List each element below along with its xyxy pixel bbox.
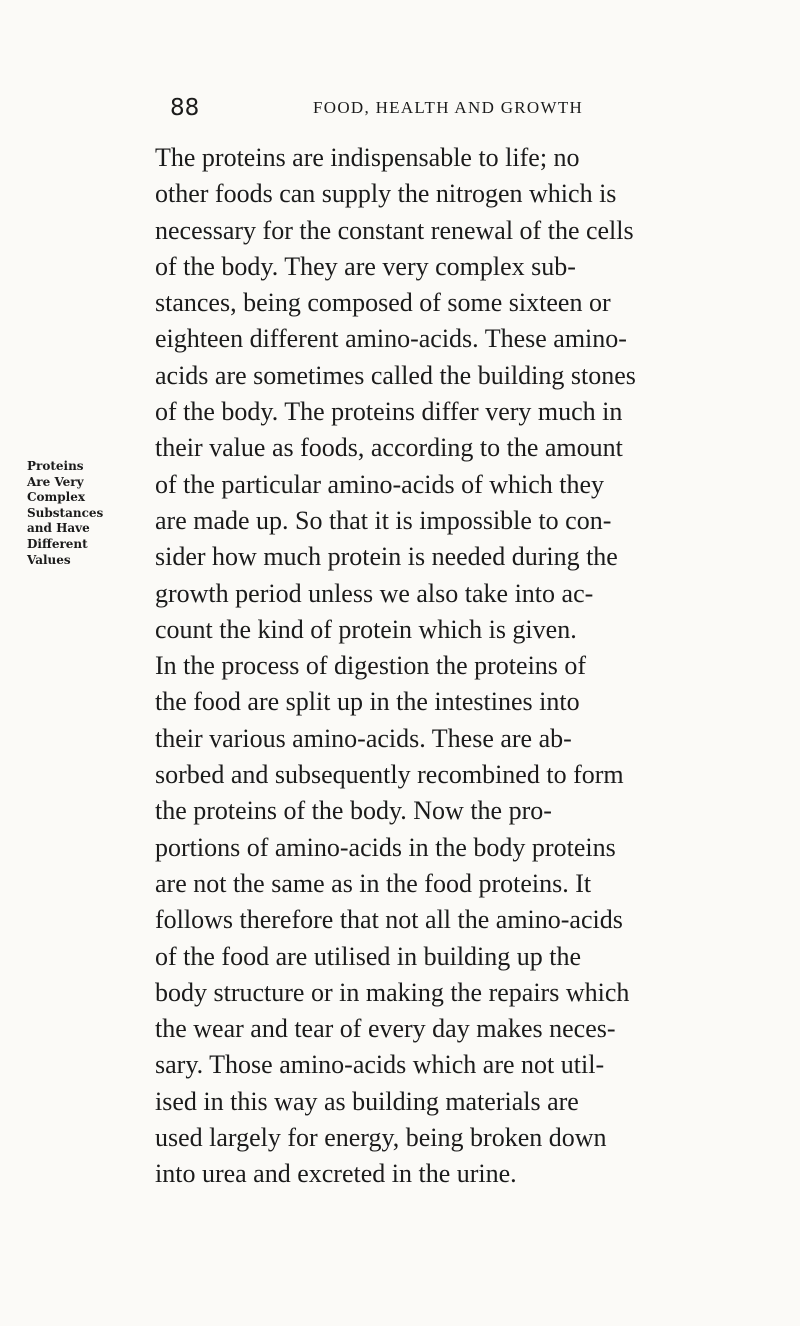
text-line: body structure or in making the repairs which [155, 977, 630, 1007]
text-line: of the particular amino-acids of which they [155, 469, 605, 499]
text-line: used largely for energy, being broken down [155, 1123, 607, 1153]
text-line: the wear and tear of every day makes neces- [155, 1014, 616, 1044]
text-line: follows therefore that not all the amino-acids [155, 905, 623, 935]
text-line: stances, being composed of some sixteen or [155, 288, 611, 318]
text-line: of the food are utilised in building up the [155, 941, 582, 971]
text-line: acids are sometimes called the building stones [155, 360, 636, 390]
text-line: of the body. They are very complex sub- [155, 251, 576, 281]
body-text [155, 140, 795, 1193]
text-line: In the process of digestion the proteins of [155, 651, 587, 681]
text-line: ised in this way as building materials are [155, 1086, 579, 1116]
text-line: are made up. So that it is impossible to con- [155, 505, 612, 535]
text-line: eighteen different amino-acids. These amino- [155, 324, 627, 354]
page-number: 88 [170, 95, 200, 121]
text-line: sary. Those amino-acids which are not util- [155, 1050, 605, 1080]
text-line: necessary for the constant renewal of the cells [155, 215, 634, 245]
text-line: are not the same as in the food proteins. It [155, 868, 592, 898]
text-line: growth period unless we also take into ac- [155, 578, 594, 608]
text-line: the proteins of the body. Now the pro- [155, 796, 552, 826]
text-line: the food are split up in the intestines into [155, 687, 580, 717]
text-line: The proteins are indispensable to life; no [155, 143, 580, 172]
text-line: their value as foods, according to the amount [155, 433, 623, 463]
text-line: portions of amino-acids in the body proteins [155, 832, 616, 862]
text-line: sider how much protein is needed during the [155, 542, 618, 572]
running-title: FOOD, HEALTH AND GROWTH [313, 98, 584, 117]
text-line: into urea and excreted in the urine. [155, 1159, 517, 1189]
text-line: their various amino-acids. These are ab- [155, 723, 572, 753]
text-line: other foods can supply the nitrogen which is [155, 179, 617, 209]
sidenote-line: Substances [27, 505, 104, 520]
running-head [170, 93, 730, 123]
text-line: of the body. The proteins differ very much in [155, 397, 623, 427]
sidenote-line: Values [27, 552, 71, 567]
text-line: sorbed and subsequently recombined to form [155, 760, 624, 790]
sidenote-line: Complex [27, 490, 85, 505]
sidenote-line: and Have [27, 521, 90, 536]
sidenote-line: Different [27, 536, 88, 551]
sidenote-line: Are Very [27, 474, 84, 489]
text-line: count the kind of protein which is given. [155, 614, 577, 644]
margin-sidenote [27, 459, 137, 568]
sidenote-line: Proteins [27, 459, 84, 473]
